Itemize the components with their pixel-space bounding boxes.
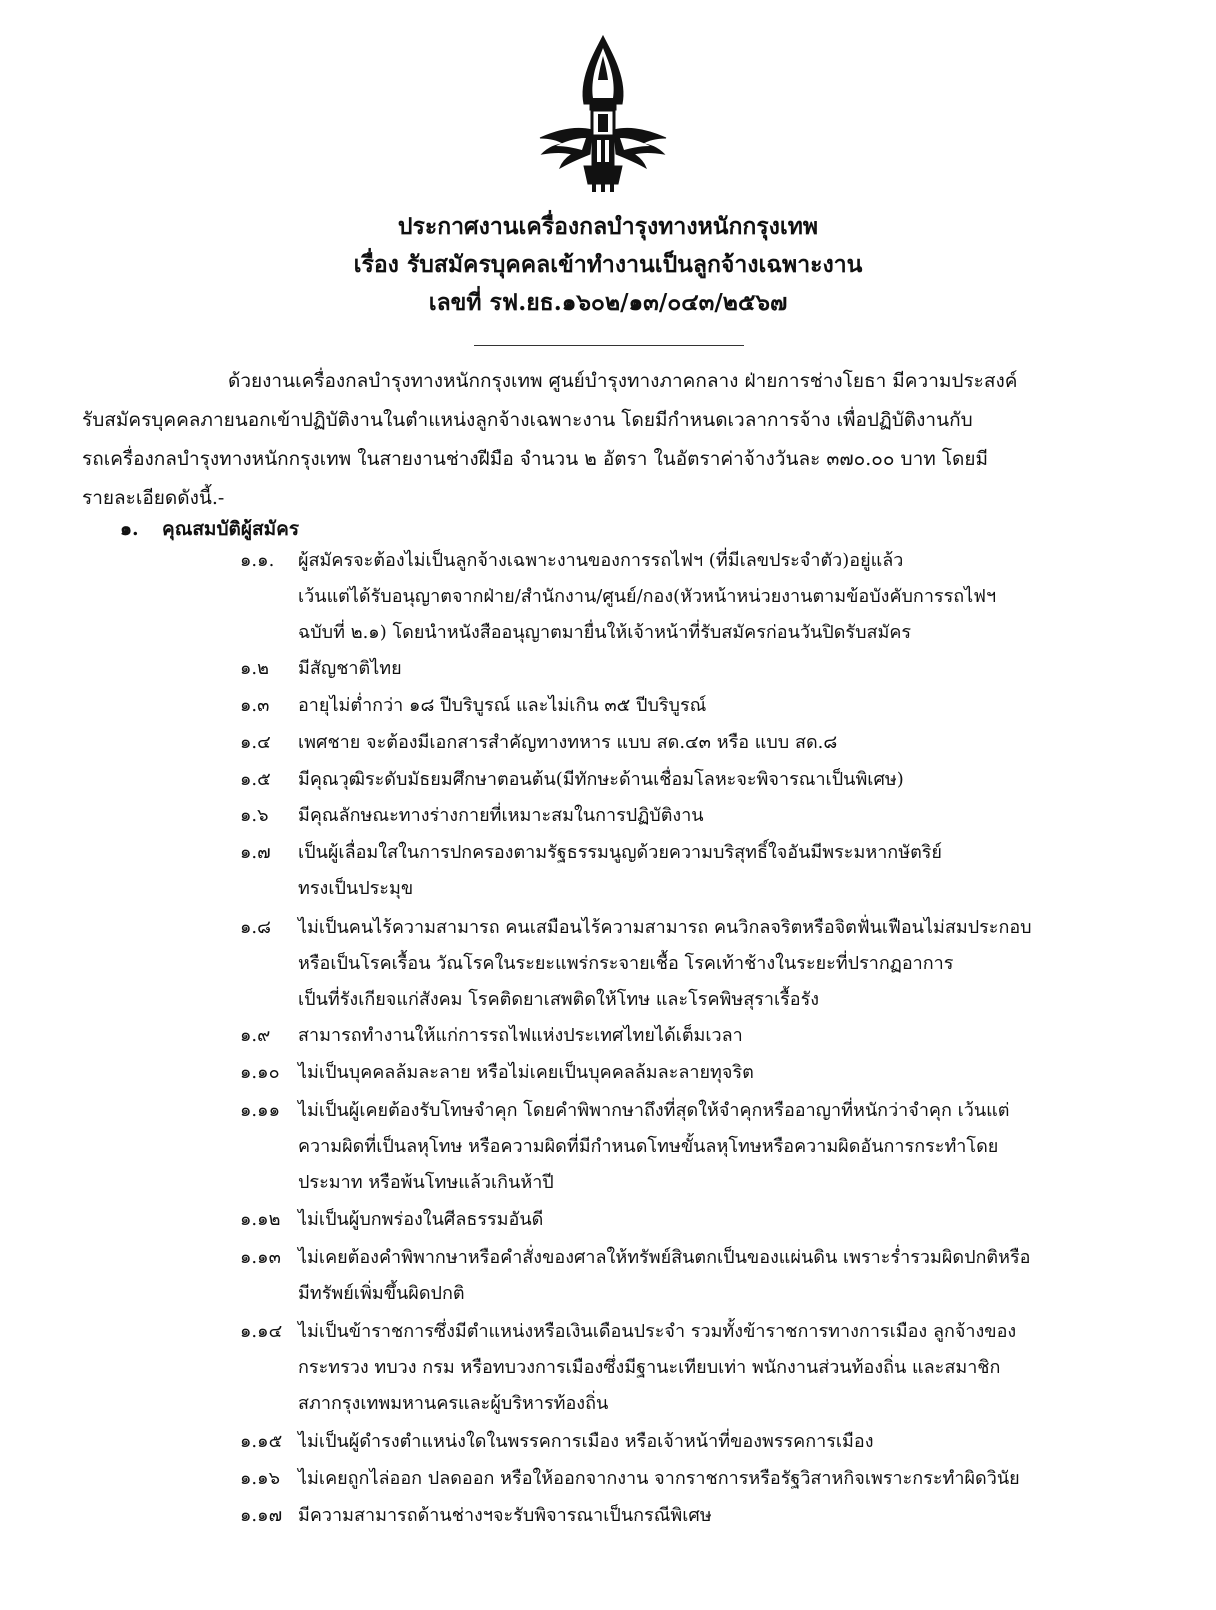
list-item <box>240 1424 1140 1460</box>
list-item <box>240 762 1140 798</box>
item-text: ทรงเป็นประมุข <box>298 878 414 899</box>
section-number: ๑. <box>120 518 139 540</box>
list-item <box>240 543 1140 651</box>
item-text: ประมาท หรือพ้นโทษแล้วเกินห้าปี <box>298 1172 554 1193</box>
item-number: ๑.๑๒ <box>240 1209 281 1230</box>
item-text: ไม่เคยถูกไล่ออก ปลดออก หรือให้ออกจากงาน จากราชการหรือรัฐวิสาหกิจเพราะกระทำผิดวินัย <box>298 1468 1020 1489</box>
intro-line: ด้วยงานเครื่องกลบำรุงทางหนักกรุงเทพ ศูนย์บำรุงทางภาคกลาง ฝ่ายการช่างโยธา มีความประสงค์ <box>228 370 1018 392</box>
item-number: ๑.๑๑ <box>240 1100 280 1121</box>
list-item <box>240 1240 1140 1312</box>
list-item <box>240 798 1140 834</box>
announcement-number: เลขที่ รฟ.ยธ.๑๖๐๒/๑๓/๐๔๓/๒๕๖๗ <box>428 289 788 316</box>
list-item <box>240 1018 1140 1054</box>
intro-line: รายละเอียดดังนี้.- <box>82 487 225 509</box>
item-text: ไม่เป็นบุคคลล้มละลาย หรือไม่เคยเป็นบุคคลล้มละลายทุจริต <box>298 1062 754 1083</box>
item-text: ผู้สมัครจะต้องไม่เป็นลูกจ้างเฉพาะงานของการรถไฟฯ (ที่มีเลขประจำตัว)อยู่แล้ว <box>298 550 904 571</box>
list-item <box>240 1093 1140 1201</box>
item-text: ฉบับที่ ๒.๑) โดยนำหนังสืออนุญาตมายื่นให้เจ้าหน้าที่รับสมัครก่อนวันปิดรับสมัคร <box>298 622 912 643</box>
announcement-header <box>0 208 1216 322</box>
item-text: อายุไม่ต่ำกว่า ๑๘ ปีบริบูรณ์ และไม่เกิน ๓๕ ปีบริบูรณ์ <box>298 695 707 716</box>
item-number: ๑.๑. <box>240 550 275 571</box>
item-number: ๑.๕ <box>240 769 271 790</box>
item-number: ๑.๖ <box>240 805 269 826</box>
announcement-title: ประกาศงานเครื่องกลบำรุงทางหนักกรุงเทพ <box>397 213 819 240</box>
item-text: มีสัญชาติไทย <box>298 658 402 679</box>
list-item <box>240 1055 1140 1091</box>
section-title: คุณสมบัติผู้สมัคร <box>162 518 300 540</box>
item-text: มีความสามารถด้านช่างฯจะรับพิจารณาเป็นกรณีพิเศษ <box>298 1505 712 1526</box>
item-text: เพศชาย จะต้องมีเอกสารสำคัญทางทหาร แบบ สด.๔๓ หรือ แบบ สด.๘ <box>298 732 838 753</box>
list-item <box>240 910 1140 1018</box>
item-text: ไม่เป็นผู้ดำรงตำแหน่งใดในพรรคการเมือง หรือเจ้าหน้าที่ของพรรคการเมือง <box>298 1431 874 1452</box>
item-text: มีคุณลักษณะทางร่างกายที่เหมาะสมในการปฏิบัติงาน <box>298 805 704 826</box>
item-number: ๑.๑๖ <box>240 1468 280 1489</box>
list-item <box>240 651 1140 687</box>
item-number: ๑.๓ <box>240 695 270 716</box>
header-divider <box>474 345 744 346</box>
item-text: เว้นแต่ได้รับอนุญาตจากฝ่าย/สำนักงาน/ศูนย์/กอง(หัวหน้าหน่วยงานตามข้อบังคับการรถไฟฯ <box>298 586 997 607</box>
item-number: ๑.๔ <box>240 732 271 753</box>
item-number: ๑.๑๕ <box>240 1431 283 1452</box>
intro-line: รถเครื่องกลบำรุงทางหนักกรุงเทพ ในสายงานช่างฝีมือ จำนวน ๒ อัตรา ในอัตราค่าจ้างวันละ ๓๗๐.๐๐ บาท โดยมี <box>82 448 989 470</box>
winged-crown-emblem-icon <box>528 34 678 194</box>
item-text: ไม่เคยต้องคำพิพากษาหรือคำสั่งของศาลให้ทรัพย์สินตกเป็นของแผ่นดิน เพราะร่ำรวมผิดปกติหรือ <box>298 1247 1031 1268</box>
item-text: กระทรวง ทบวง กรม หรือทบวงการเมืองซึ่งมีฐานะเทียบเท่า พนักงานส่วนท้องถิ่น และสมาชิก <box>298 1357 1001 1378</box>
item-number: ๑.๒ <box>240 658 270 679</box>
item-text: ความผิดที่เป็นลหุโทษ หรือความผิดที่มีกำหนดโทษขั้นลหุโทษหรือความผิดอันการกระทำโดย <box>298 1136 999 1157</box>
item-text: มีคุณวุฒิระดับมัธยมศึกษาตอนต้น(มีทักษะด้านเชื่อมโลหะจะพิจารณาเป็นพิเศษ) <box>298 769 904 790</box>
announcement-subject: เรื่อง รับสมัครบุคคลเข้าทำงานเป็นลูกจ้างเฉพาะงาน <box>353 251 863 278</box>
item-text: ไม่เป็นข้าราชการซึ่งมีตำแหน่งหรือเงินเดือนประจำ รวมทั้งข้าราชการทางการเมือง ลูกจ้างของ <box>298 1321 1017 1342</box>
item-number: ๑.๑๓ <box>240 1247 281 1268</box>
item-text: ไม่เป็นผู้บกพร่องในศีลธรรมอันดี <box>298 1209 544 1230</box>
item-text: ไม่เป็นคนไร้ความสามารถ คนเสมือนไร้ความสามารถ คนวิกลจริตหรือจิตฟั่นเฟือนไม่สมประกอบ <box>298 917 1032 938</box>
item-text: เป็นผู้เลื่อมใสในการปกครองตามรัฐธรรมนูญด้วยความบริสุทธิ์ใจอันมีพระมหากษัตริย์ <box>298 842 942 863</box>
list-item <box>240 835 1140 907</box>
list-item <box>240 1498 1140 1534</box>
item-text: ไม่เป็นผู้เคยต้องรับโทษจำคุก โดยคำพิพากษาถึงที่สุดให้จำคุกหรืออาญาที่หนักว่าจำคุก เว้นแต่ <box>298 1100 1010 1121</box>
item-number: ๑.๑๗ <box>240 1505 283 1526</box>
item-number: ๑.๑๐ <box>240 1062 280 1083</box>
intro-paragraph <box>82 362 1132 518</box>
item-text: สามารถทำงานให้แก่การรถไฟแห่งประเทศไทยได้เต็มเวลา <box>298 1025 743 1046</box>
item-number: ๑.๘ <box>240 917 272 938</box>
list-item <box>240 725 1140 761</box>
intro-line: รับสมัครบุคคลภายนอกเข้าปฏิบัติงานในตำแหน่งลูกจ้างเฉพาะงาน โดยมีกำหนดเวลาการจ้าง เพื่อปฏิบัติงานกับ <box>82 409 973 431</box>
item-text: เป็นที่รังเกียจแก่สังคม โรคติดยาเสพติดให้โทษ และโรคพิษสุราเรื้อรัง <box>298 989 820 1010</box>
item-number: ๑.๑๔ <box>240 1321 283 1342</box>
item-number: ๑.๙ <box>240 1025 271 1046</box>
list-item <box>240 688 1140 724</box>
list-item <box>240 1461 1140 1497</box>
section-heading <box>120 511 299 547</box>
item-text: หรือเป็นโรคเรื้อน วัณโรคในระยะแพร่กระจายเชื้อ โรคเท้าช้างในระยะที่ปรากฏอาการ <box>298 953 954 974</box>
list-item <box>240 1202 1140 1238</box>
item-text: มีทรัพย์เพิ่มขึ้นผิดปกติ <box>298 1283 465 1304</box>
item-number: ๑.๗ <box>240 842 271 863</box>
list-item <box>240 1314 1140 1422</box>
item-text: สภากรุงเทพมหานครและผู้บริหารท้องถิ่น <box>298 1393 609 1414</box>
